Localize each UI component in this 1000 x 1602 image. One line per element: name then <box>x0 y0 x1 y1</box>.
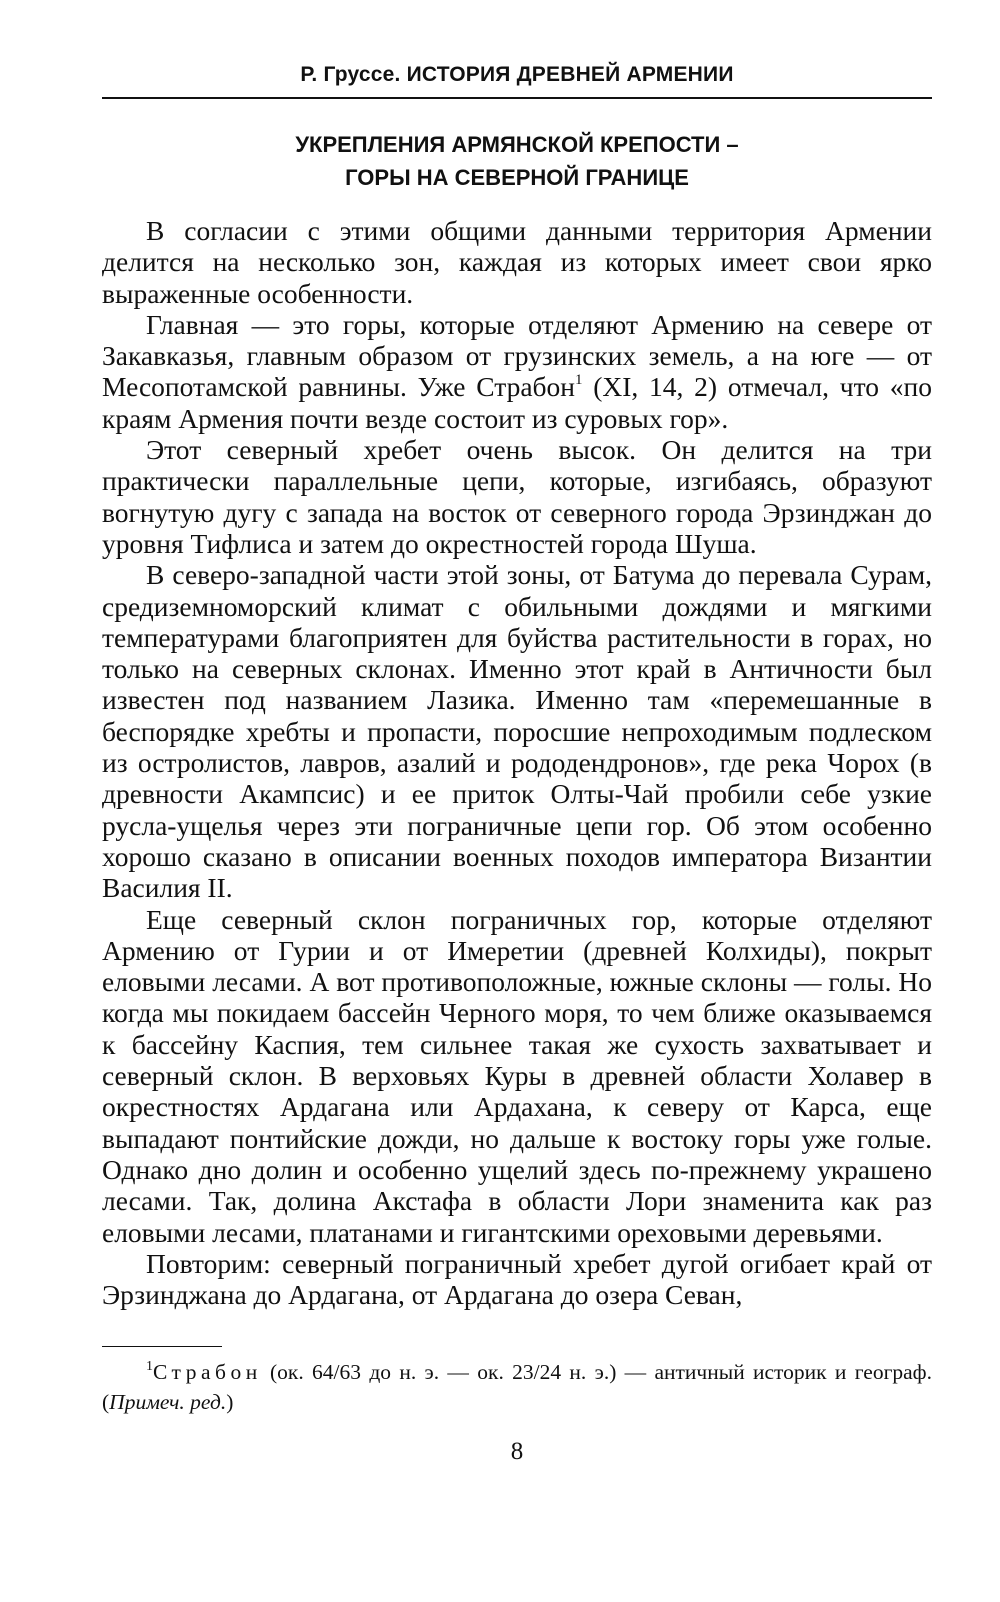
paragraph-2 <box>102 309 932 434</box>
footnote-reference[interactable]: 1 <box>574 372 583 389</box>
page-number: 8 <box>510 1438 524 1465</box>
chapter-title-line-2: ГОРЫ НА СЕВЕРНОЙ ГРАНИЦЕ <box>345 165 689 190</box>
footnote-paragraph <box>102 1357 932 1417</box>
running-head: Р. Груссе. ИСТОРИЯ ДРЕВНЕЙ АРМЕНИИ <box>300 63 734 86</box>
footnote-text: (ок. 64/63 до н. э. — ок. 23/24 н. э.) — античный историк и географ. ( <box>102 1360 932 1414</box>
footnote-editor-note: Примеч. ред. <box>109 1390 227 1414</box>
footnote-divider <box>102 1346 222 1347</box>
paragraph-5: Еще северный склон пограничных гор, которые отделяют Армению от Гурии и от Имеретии (древней Колхиды), покрыт еловыми лесами. А вот противоположные, южные склоны — голы. Но когда мы покидаем бассейн Черного моря, то чем ближе оказываемся к бассейну Каспия, тем сильнее такая же сухость захватывает и северный склон. В верховьях Куры в древней области Холавер в окрестностях Ардагана или Ардахана, к северу от Карса, еще выпадают понтийские дожди, но дальше к востоку горы уже голые. Однако дно долин и особенно ущелий здесь по-прежнему украшено лесами. Так, долина Акстафа в области Лори знаменита как раз еловыми лесами, платанами и гигантскими ореховыми деревьями. <box>102 903 932 1248</box>
footnote-mark: 1 <box>146 1359 153 1374</box>
header-divider <box>102 97 932 99</box>
paragraph-2-text-a: Главная — это горы, которые отделяют Армению на севере от Закавказья, главным образом от грузинских земель, а на юге — от Месопотамской равнины. Уже Страбон <box>102 308 932 403</box>
footnote-close: ) <box>226 1390 234 1414</box>
chapter-title <box>102 128 932 194</box>
chapter-title-line-1: УКРЕПЛЕНИЯ АРМЯНСКОЙ КРЕПОСТИ – <box>295 132 739 157</box>
paragraph-3: Этот северный хребет очень высок. Он делится на три практически параллельные цепи, которые, изгибаясь, образуют вогнутую дугу с запада на восток от северного города Эрзинджан до уровня Тифлиса и затем до окрестностей города Шуша. <box>102 434 932 559</box>
paragraph-2-text-b: (XI, 14, 2) отмечал, что «по краям Армения почти везде состоит из суровых гор». <box>102 371 932 434</box>
footnote <box>102 1357 932 1417</box>
body-text <box>102 215 932 1310</box>
paragraph-1: В согласии с этими общими данными территория Армении делится на несколько зон, каждая из которых имеет свои ярко выраженные особенности. <box>102 215 932 309</box>
footnote-name: Страбон <box>153 1360 262 1384</box>
paragraph-6: Повторим: северный пограничный хребет дугой огибает край от Эрзинджана до Ардагана, от Ардагана до озера Севан, <box>102 1247 932 1311</box>
paragraph-4: В северо-западной части этой зоны, от Батума до перевала Сурам, средиземноморский климат с обильными дождями и мягкими температурами благоприятен для буйства растительности в горах, но только на северных склонах. Именно этот край в Античности был известен под названием Лазика. Именно там «перемешанные в беспорядке хребты и пропасти, поросшие непроходимым подлеском из остролистов, лавров, азалий и рододендронов», где река Чорох (в древности Акампсис) и ее приток Олты-Чай пробили себе узкие русла-ущелья через эти пограничные цепи гор. Об этом особенно хорошо сказано в описании военных походов императора Византии Василия II. <box>102 559 932 904</box>
